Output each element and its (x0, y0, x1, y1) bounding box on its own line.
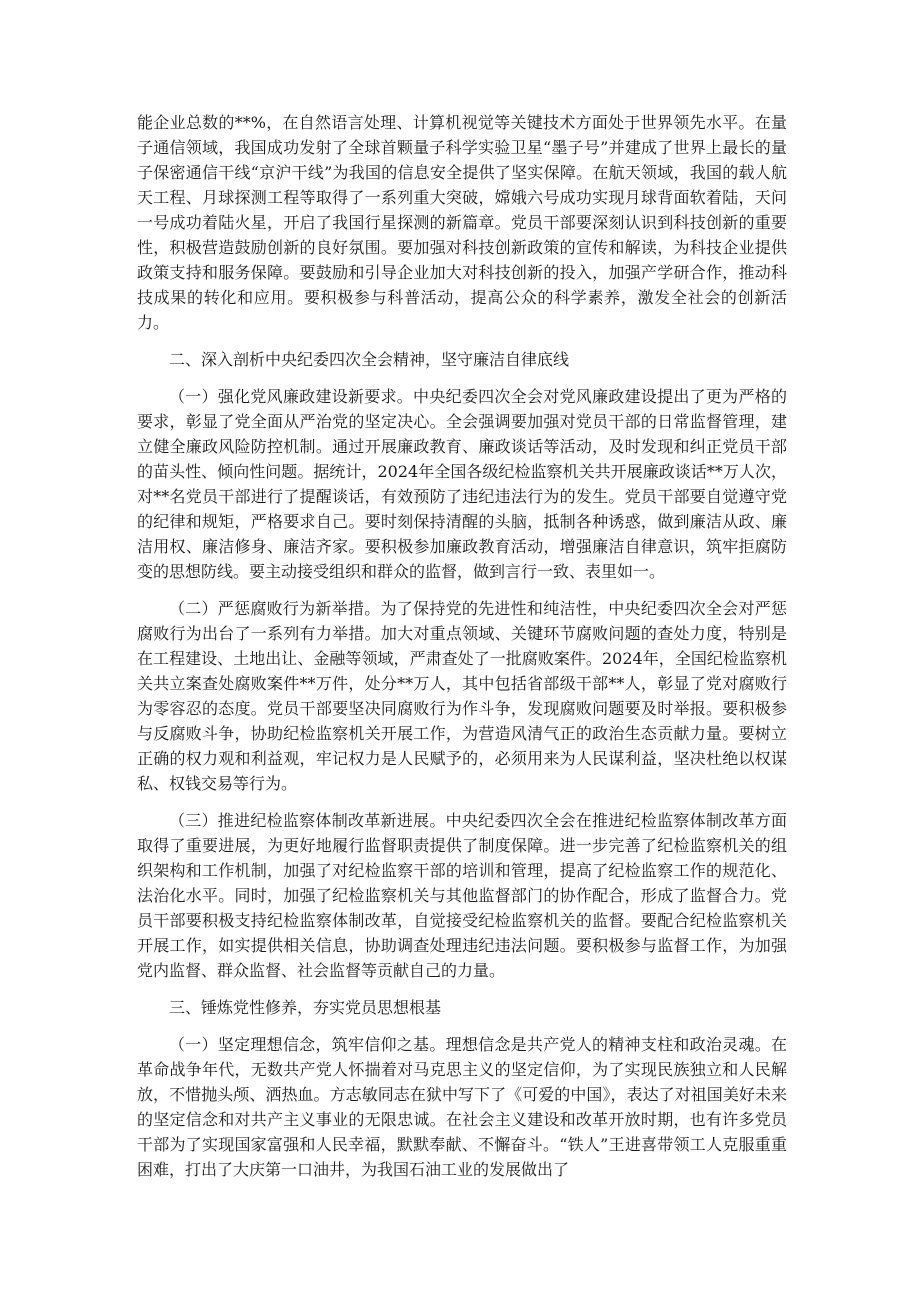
paragraph-supervision-reform: （三）推进纪检监察体制改革新进展。中央纪委四次全会在推进纪检监察体制改革方面取得了重要进展，为更好地履行监督职责提供了制度保障。进一步完善了纪检监察机关的组织架构和工作机制，加强了对纪检监察干部的培训和管理，提高了纪检监察工作的规范化、法治化水平。同时，加强了纪检监察机关与其他监督部门的协作配合，形成了监督合力。党员干部要积极支持纪检监察体制改革，自觉接受纪检监察机关的监督。要配合纪检监察机关开展工作，如实提供相关信息，协助调查处理违纪违法问题。要积极参与监督工作，为加强党内监督、群众监督、社会监督等贡献自己的力量。 (137, 811, 787, 980)
paragraph-tech-innovation: 能企业总数的**%，在自然语言处理、计算机视觉等关键技术方面处于世界领先水平。在量子通信领域，我国成功发射了全球首颗量子科学实验卫星“墨子号”并建成了世界上最长的量子保密通信干线“京沪干线”为我国的信息安全提供了坚实保障。在航天领域，我国的载人航天工程、月球探测工程等取得了一系列重大突破，嫦娥六号成功实现月球背面软着陆，天问一号成功着陆火星，开启了我国行星探测的新篇章。党员干部要深刻认识到科技创新的重要性，积极营造鼓励创新的良好氛围。要加强对科技创新政策的宣传和解读，为科技企业提供政策支持和服务保障。要鼓励和引导企业加大对科技创新的投入，加强产学研合作，推动科技成果的转化和应用。要积极参与科普活动，提高公众的科学素养，激发全社会的创新活力。 (137, 113, 787, 332)
paragraph-anti-corruption: （二）严惩腐败行为新举措。为了保持党的先进性和纯洁性，中央纪委四次全会对严惩腐败行为出台了一系列有力举措。加大对重点领域、关键环节腐败问题的查处力度，特别是在工程建设、土地出让、金融等领域，严肃查处了一批腐败案件。2024年，全国纪检监察机关共立案查处腐败案件**万件，处分**万人，其中包括省部级干部**人，彰显了党对腐败行为零容忍的态度。党员干部要坚决同腐败行为作斗争，发现腐败问题要及时举报。要积极参与反腐败斗争，协助纪检监察机关开展工作，为营造风清气正的政治生态贡献力量。要树立正确的权力观和利益观，牢记权力是人民赋予的，必须用来为人民谋利益，坚决杜绝以权谋私、权钱交易等行为。 (137, 599, 787, 793)
section-heading-2: 二、深入剖析中央纪委四次全会精神，坚守廉洁自律底线 (169, 350, 570, 369)
paragraph-ideals-beliefs: （一）坚定理想信念，筑牢信仰之基。理想信念是共产党人的精神支柱和政治灵魂。在革命战争年代，无数共产党人怀揣着对马克思主义的坚定信仰，为了实现民族独立和人民解放，不惜抛头颅、洒热血。方志敏同志在狱中写下了《可爱的中国》，表达了对祖国美好未来的坚定信念和对共产主义事业的无限忠诚。在社会主义建设和改革开放时期，也有许多党员干部为了实现国家富强和人民幸福，默默奉献、不懈奋斗。“铁人”王进喜带领工人克服重重困难，打出了大庆第一口油井，为我国石油工业的发展做出了 (137, 1035, 787, 1179)
section-heading-3: 三、锤炼党性修养，夯实党员思想根基 (169, 998, 442, 1017)
paragraph-clean-governance: （一）强化党风廉政建设新要求。中央纪委四次全会对党风廉政建设提出了更为严格的要求，彰显了党全面从严治党的坚定决心。全会强调要加强对党员干部的日常监督管理，建立健全廉政风险防控机制。通过开展廉政教育、廉政谈话等活动，及时发现和纠正党员干部的苗头性、倾向性问题。据统计，2024年全国各级纪检监察机关共开展廉政谈话**万人次，对**名党员干部进行了提醒谈话，有效预防了违纪违法行为的发生。党员干部要自觉遵守党的纪律和规矩，严格要求自己。要时刻保持清醒的头脑，抵制各种诱惑，做到廉洁从政、廉洁用权、廉洁修身、廉洁齐家。要积极参加廉政教育活动，增强廉洁自律意识，筑牢拒腐防变的思想防线。要主动接受组织和群众的监督，做到言行一致、表里如一。 (137, 387, 787, 581)
document-body (137, 110, 787, 1194)
